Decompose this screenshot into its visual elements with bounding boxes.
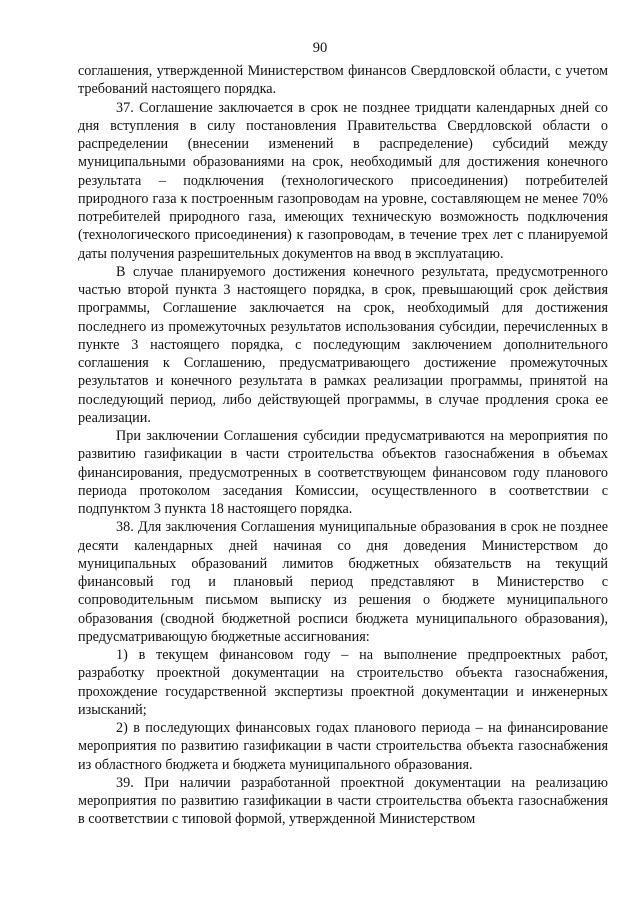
page-number: 90 (312, 40, 328, 56)
paragraph-final-result-case: В случае планируемого достижения конечного результата, предусмотренного частью второй пункта 3 настоящего порядка, в срок, превышающий срок действия программы, Соглашение заключается на срок, необходимый для достижения последнего из промежуточных результатов использования субсидии, перечисленных в пункте 3 настоящего порядка, с последующим заключением дополнительного соглашения к Соглашению, предусматривающего достижение промежуточных результатов и конечного результата в рамках реализации программы, принятой на последующий период, либо действующей программы, в случае продления срока ее реализации. (78, 263, 608, 426)
paragraph-clause-39: 39. При наличии разработанной проектной документации на реализацию мероприятия по развитию газификации в части строительства объекта газоснабжения в соответствии с типовой формой, утвержденной Министерством (78, 774, 608, 828)
paragraph-continuation: соглашения, утвержденной Министерством финансов Свердловской области, с учетом требований настоящего порядка. (78, 63, 608, 98)
paragraph-clause-37: 37. Соглашение заключается в срок не позднее тридцати календарных дней со дня вступления в силу постановления Правительства Свердловской области о распределении (внесении изменений в распределение) субсидий между муниципальными образованиями на срок, необходимый для достижения конечного результата – подключения (технологического присоединения) потребителей природного газа к построенным газопроводам на уровне, составляющем не менее 70% потребителей природного газа, имеющих техническую возможность подключения (технологического присоединения) к газопроводам, в течение трех лет с планируемой даты получения разрешительных документов на ввод в эксплуатацию. (78, 99, 608, 262)
list-item-2: 2) в последующих финансовых годах планового периода – на финансирование мероприятия по развитию газификации в части строительства объекта газоснабжения из областного бюджета и бюджета муниципального образования. (78, 720, 608, 773)
paragraph-agreement-subsidies: При заключении Соглашения субсидии предусматриваются на мероприятия по развитию газификации в части строительства объектов газоснабжения в объемах финансирования, предусмотренных в соответствующем финансовом году планового периода протоколом заседания Комиссии, осуществленного в соответствии с подпунктом 3 пункта 18 настоящего порядка. (78, 428, 608, 517)
document-body (78, 62, 608, 829)
paragraph-clause-38: 38. Для заключения Соглашения муниципальные образования в срок не позднее десяти календарных дней начиная со дня доведения Министерством до муниципальных образований лимитов бюджетных обязательств на текущий финансовый год и плановый период представляют в Министерство с сопроводительным письмом выписку из решения о бюджете муниципального образования (сводной бюджетной росписи бюджета муниципального образования), предусматривающую бюджетные ассигнования: (78, 519, 608, 645)
list-item-1: 1) в текущем финансовом году – на выполнение предпроектных работ, разработку проектной документации на строительство объекта газоснабжения, прохождение государственной экспертизы проектной документации и инженерных изысканий; (78, 647, 608, 718)
